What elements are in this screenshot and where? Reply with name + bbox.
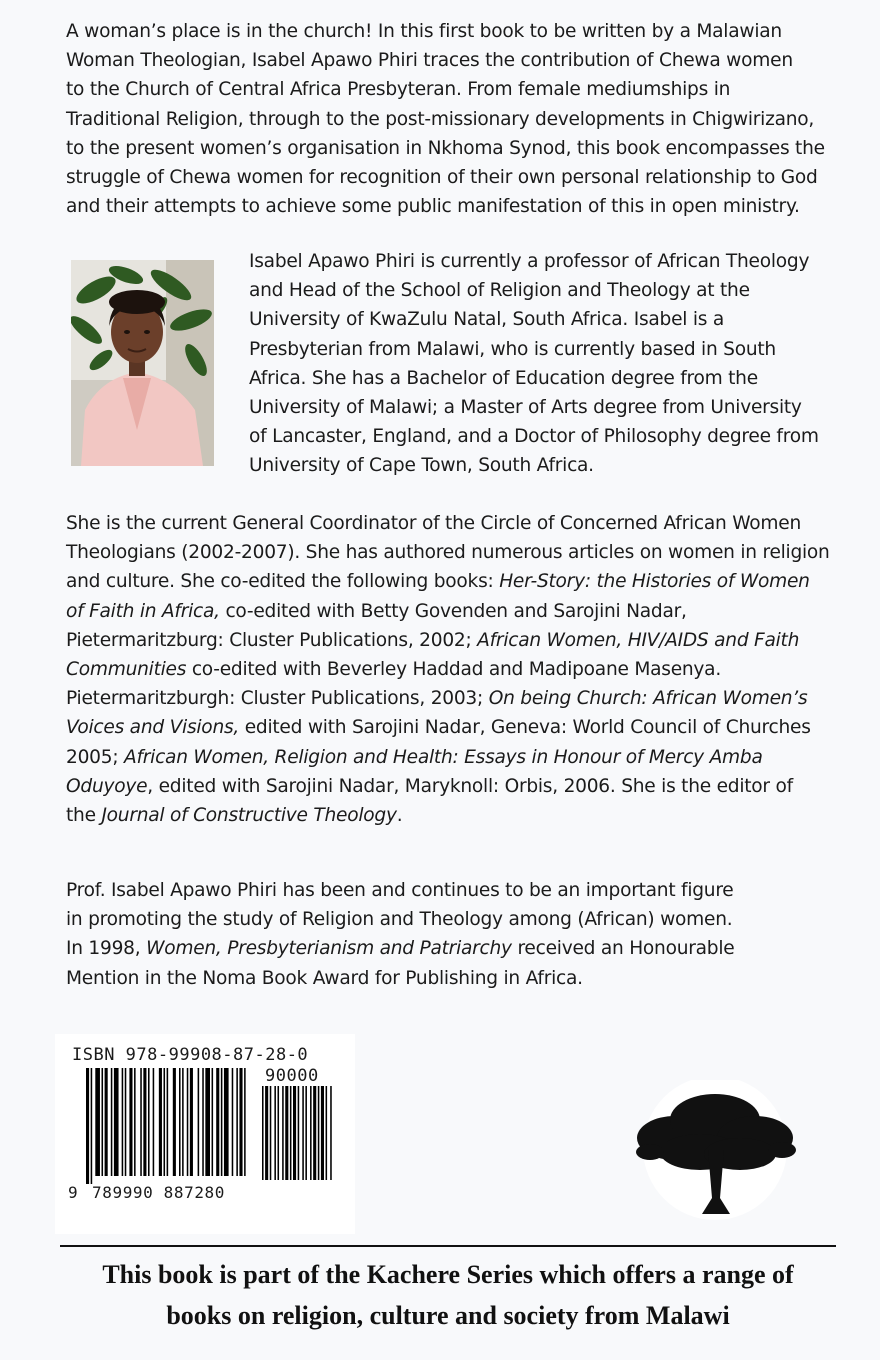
barcode-bar	[143, 1068, 146, 1176]
addon-bar	[290, 1086, 292, 1180]
bio-line: Africa. She has a Bachelor of Education degree from the	[249, 367, 758, 389]
barcode-bar	[164, 1068, 166, 1176]
series-statement	[40, 1254, 856, 1336]
barcode-bar	[95, 1068, 100, 1176]
blurb-line: to the present women’s organisation in Nkhoma Synod, this book encompasses the	[66, 137, 825, 159]
bio-line: University of Cape Town, South Africa.	[249, 455, 594, 477]
bio-line: and Head of the School of Religion and Theology at the	[249, 280, 750, 302]
barcode-bar	[239, 1068, 242, 1176]
barcode-bar	[182, 1068, 184, 1176]
isbn-barcode	[86, 1068, 342, 1184]
book-title: Communities	[66, 659, 187, 681]
barcode-bar	[140, 1068, 142, 1176]
journal-title: Journal of Constructive Theology	[101, 805, 397, 827]
addon-bar	[265, 1086, 268, 1180]
price-code: 90000	[265, 1066, 319, 1086]
book-title: Oduyoye	[66, 775, 148, 797]
barcode-bar	[148, 1068, 150, 1176]
barcode-bar	[179, 1068, 181, 1176]
publications-line: of Faith in Africa, co-edited with Betty Govenden and Sarojini Nadar,	[66, 600, 687, 622]
blurb-line: and their attempts to achieve some public manifestation of this in open ministry.	[66, 196, 800, 218]
blurb-line: to the Church of Central Africa Presbyteran. From female mediumships in	[66, 79, 731, 101]
barcode-bar	[159, 1068, 162, 1176]
barcode-bar	[187, 1068, 189, 1176]
addon-bar	[262, 1086, 264, 1180]
author-portrait-image	[71, 260, 214, 466]
award-line: in promoting the study of Religion and Theology among (African) women.	[66, 909, 733, 931]
addon-bar	[305, 1086, 307, 1180]
publications-line: the Journal of Constructive Theology.	[66, 805, 403, 827]
series-line: This book is part of the Kachere Series which offers a range of	[102, 1260, 794, 1289]
barcode-bar	[86, 1068, 89, 1184]
bio-line: University of KwaZulu Natal, South Africa. Isabel is a	[249, 309, 725, 331]
addon-bar	[318, 1086, 320, 1180]
bio-line: Presbyterian from Malawi, who is currently based in South	[249, 338, 776, 360]
book-title: Women, Presbyterianism and Patriarchy	[146, 938, 512, 960]
barcode-bar	[202, 1068, 204, 1176]
barcode-bar	[216, 1068, 219, 1176]
blurb-line: A woman’s place is in the church! In this first book to be written by a Malawian	[66, 21, 782, 42]
book-title: Voices and Visions,	[66, 717, 240, 739]
publications-line: Pietermaritzburg: Cluster Publications, 2002; African Women, HIV/AIDS and Faith	[66, 629, 800, 651]
barcode-bar	[167, 1068, 169, 1176]
addon-bar	[310, 1086, 312, 1180]
barcode-bar	[114, 1068, 119, 1176]
publications-line: Oduyoye, edited with Sarojini Nadar, Maryknoll: Orbis, 2006. She is the editor of	[66, 775, 793, 797]
author-photo	[71, 260, 214, 466]
publications-line: She is the current General Coordinator of the Circle of Concerned African Women	[66, 513, 801, 534]
publications-line: Voices and Visions, edited with Sarojini Nadar, Geneva: World Council of Churches	[66, 717, 811, 739]
blurb-line: Woman Theologian, Isabel Apawo Phiri traces the contribution of Chewa women	[66, 50, 793, 72]
barcode-bar	[129, 1068, 132, 1176]
barcode-bar	[125, 1068, 127, 1176]
blurb-line: Traditional Religion, through to the post-missionary developments in Chigwirizano,	[66, 108, 815, 130]
barcode-bar	[173, 1068, 176, 1176]
barcode-bar	[236, 1068, 238, 1176]
addon-bar	[285, 1086, 288, 1180]
bio-line: University of Malawi; a Master of Arts degree from University	[249, 397, 802, 419]
barcode-digits: 789990 887280	[92, 1183, 226, 1202]
barcode-bar	[105, 1068, 108, 1176]
barcode-bar	[198, 1068, 200, 1176]
bio-line: Isabel Apawo Phiri is currently a professor of African Theology	[249, 251, 810, 272]
barcode-bar	[205, 1068, 210, 1176]
addon-bar	[321, 1086, 324, 1180]
addon-bar	[293, 1086, 296, 1180]
barcode-bar	[122, 1068, 124, 1176]
book-title: of Faith in Africa,	[66, 600, 220, 622]
addon-bar	[313, 1086, 316, 1180]
addon-bar	[282, 1086, 284, 1180]
barcode-bar	[244, 1068, 246, 1176]
award-line: Mention in the Noma Book Award for Publishing in Africa.	[66, 967, 583, 989]
addon-bar	[270, 1086, 272, 1180]
addon-bar	[330, 1086, 332, 1180]
addon-bar	[278, 1086, 280, 1180]
addon-bar	[326, 1086, 328, 1180]
publications-line: 2005; African Women, Religion and Health: Essays in Honour of Mercy Amba	[66, 746, 763, 768]
blurb-paragraph	[66, 17, 836, 221]
award-paragraph	[66, 876, 836, 993]
book-title: On being Church: African Women’s	[488, 688, 808, 710]
publications-line: Communities co-edited with Beverley Haddad and Madipoane Masenya.	[66, 659, 721, 681]
barcode-bar	[153, 1068, 155, 1176]
award-line: In 1998, Women, Presbyterianism and Patriarchy received an Honourable	[66, 938, 735, 960]
barcode-bar	[91, 1068, 93, 1184]
kachere-tree-icon	[630, 1080, 800, 1220]
book-title: African Women, Religion and Health: Essays in Honour of Mercy Amba	[124, 746, 763, 768]
footer-divider	[60, 1245, 836, 1247]
barcode-bar	[102, 1068, 104, 1176]
barcode-digit-first: 9	[68, 1183, 78, 1202]
publications-line: Theologians (2002-2007). She has authored numerous articles on women in religion	[66, 542, 830, 564]
bio-line: of Lancaster, England, and a Doctor of Philosophy degree from	[249, 426, 819, 448]
addon-bar	[274, 1086, 276, 1180]
barcode-bar	[212, 1068, 214, 1176]
addon-bar	[298, 1086, 300, 1180]
barcode-bar	[134, 1068, 136, 1176]
book-title: African Women, HIV/AIDS and Faith	[477, 629, 800, 651]
book-title: Her-Story: the Histories of Women	[499, 571, 810, 593]
publications-paragraph	[66, 509, 836, 830]
barcode-bar	[224, 1068, 229, 1176]
barcode-bar	[221, 1068, 223, 1176]
publications-line: Pietermaritzburgh: Cluster Publications, 2003; On being Church: African Women’s	[66, 688, 808, 710]
series-line: books on religion, culture and society from Malawi	[166, 1301, 730, 1330]
barcode-bar	[232, 1068, 234, 1176]
publications-line: and culture. She co-edited the following books: Her-Story: the Histories of Women	[66, 571, 810, 593]
award-line: Prof. Isabel Apawo Phiri has been and continues to be an important figure	[66, 880, 734, 901]
addon-bar	[302, 1086, 304, 1180]
author-bio-paragraph	[249, 247, 839, 481]
blurb-line: struggle of Chewa women for recognition of their own personal relationship to God	[66, 167, 818, 189]
barcode-bar	[111, 1068, 113, 1176]
barcode-bar	[190, 1068, 193, 1176]
isbn-label: ISBN 978-99908-87-28-0	[72, 1045, 309, 1065]
